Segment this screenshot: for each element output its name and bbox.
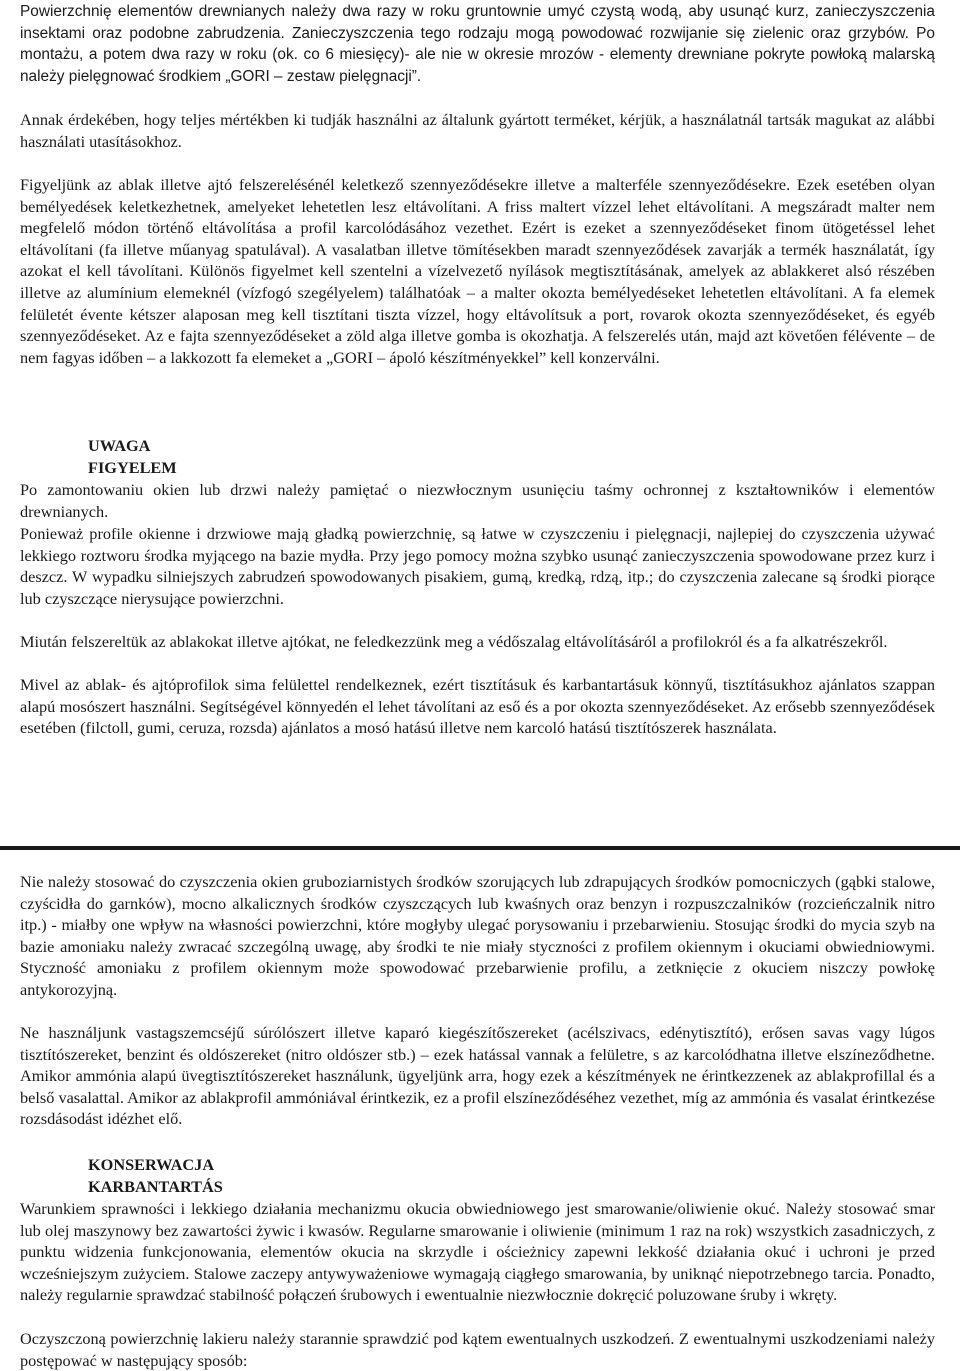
paragraph-text: Po zamontowaniu okien lub drzwi należy pamiętać o niezwłocznym usunięciu taśmy ochronnej z kształtowników i elementów drewnianych. <box>20 480 935 521</box>
conservation-paragraph-pl-2 <box>20 1328 935 1371</box>
paragraph-text: Mivel az ablak- és ajtóprofilok sima felülettel rendelkeznek, ezért tisztításuk és karbantartásuk könnyű, tisztításukhoz ajánlatos szappan alapú mosószert használni. Segítségével könnyedén el lehet távolítani az eső és a por okozta szennyeződéseket. Az erősebb szennyeződések esetében (filctoll, gumi, ceruza, rozsda) ajánlatos a mosó hatású illetve nem karcoló hatású tisztítószerek használata. <box>20 675 935 738</box>
intro-paragraph-pl <box>20 1 935 87</box>
paragraph-text: Nie należy stosować do czyszczenia okien gruboziarnistych środków szorujących lub zdrapujących środków pomocniczych (gąbki stalowe, czyścidła do garnków), mocno alkalicznych środków czyszczących lub kwaśnych oraz benzyn i rozpuszczalników (rozcieńczalnik nitro itp.) - miałby one wpływ na własności powierzchni, które mogłyby ulegać porysowaniu i przebarwieniu. Stosując środki do mycia szyb na bazie amoniaku należy zwracać szczególną uwagę, aby środki te nie miały styczności z profilem okiennym i okuciami obwiedniowymi. Styczność amoniaku z profilem okiennym może spowodować przebarwienie profilu, a zetknięcie z okuciem niszczy powłokę antykorozyjną. <box>20 872 935 999</box>
paragraph-text: Ponieważ profile okienne i drzwiowe mają gładką powierzchnię, są łatwe w czyszczeniu i pielęgnacji, najlepiej do czyszczenia używać lekkiego roztworu środka myjącego na bazie mydła. Przy jego pomocy można szybko usunąć zanieczyszczenia spowodowane przez kurz i deszcz. W wypadku silniejszych zabrudzeń spowodowanych pisakiem, gumą, kredką, rdzą, itp.; do czyszczenia zalecane są środki piorące lub czyszczące nierysujące powierzchni. <box>20 524 935 608</box>
conservation-heading-pl: KONSERWACJA <box>88 1155 215 1174</box>
warning-heading-hu: FIGYELEM <box>88 458 177 477</box>
paragraph-text: Powierzchnię elementów drewnianych należy dwa razy w roku gruntownie umyć czystą wodą, aby usunąć kurz, zanieczyszczenia insektami oraz podobne zabrudzenia. Zanieczyszczenia tego rodzaju mogą powodować rozwijanie się zielenic oraz grzybów. Po montażu, a potem dwa razy w roku (ok. co 6 miesięcy)- ale nie w okresie mrozów - elementy drewniane pokryte powłoką malarską należy pielęgnować środkiem „GORI – zestaw pielęgnacji”. <box>20 3 935 85</box>
paragraph-text: Warunkiem sprawności i lekkiego działania mechanizmu okucia obwiedniowego jest smarowanie/oliwienie okuć. Należy stosować smar lub olej maszynowy bez zawartości żywic i kwasów. Regularne smarowanie i oliwienie (minimum 1 raz na rok) wszystkich zasadniczych, z punktu widzenia funkcjonowania, elementów okucia na skrzydle i ościeżnicy zapewni lekkość działania okuć i uchroni je przed wcześniejszym zużyciem. Stalowe zaczepy antywyważeniowe wymagają ciągłego smarowania, by uniknąć niepotrzebnego tarcia. Ponadto, należy regularnie sprawdzać stabilność połączeń śrubowych i ewentualnie niezwłocznie dokręcić poluzowane śruby i wkręty. <box>20 1199 935 1305</box>
warning-heading-pl: UWAGA <box>88 436 151 455</box>
intro-paragraph-hu <box>20 109 935 152</box>
avoid-paragraph-pl <box>20 871 935 1001</box>
paragraph-text: Ne használjunk vastagszemcséjű súrólószert illetve kaparó kiegészítőszereket (acélszivacs, edénytisztító), erősen savas vagy lúgos tisztítószereket, benzint és oldószereket (nitro oldószer stb.) – ezek hatással vannak a felületre, s az karcolódhatna illetve elszíneződhetne. Amikor ammónia alapú üvegtisztítószereket használunk, ügyeljünk arra, hogy ezek a készítmények ne érintkezzenek az ablakprofillal és a belső vasalattal. Amikor az ablakprofil ammóniával érintkezik, ez a profil elszíneződéséhez vezethet, míg az ammónia és vasalat érintkezése rozsdásodást idézhet elő. <box>20 1023 935 1129</box>
paragraph-text: Annak érdekében, hogy teljes mértékben ki tudják használni az általunk gyártott terméket, kérjük, a használatnál tartsák magukat az alábbi használati utasításokhoz. <box>20 110 935 151</box>
paragraph-text: Figyeljünk az ablak illetve ajtó felszerelésénél keletkező szennyeződésekre illetve a malterféle szennyeződésekre. Ezek esetében olyan bemélyedések keletkezhetnek, amelyeket lehetetlen lesz eltávolítani. A friss maltert vízzel lehet eltávolítani. A megszáradt malter nem megfelelő módon történő eltávolítása a profil karcolódásához vezethet. Ezért is ezeket a szennyeződéseket finom ütögetéssel lehet eltávolítani (fa illetve műanyag spatulával). A vasalatban illetve tömítésekben maradt szennyeződések zavarják a termék használatát, így azokat el kell távolítani. Különös figyelmet kell szentelni a vízelvezető nyílások megtisztításának, amelyek az ablakkeret alsó részében illetve az alumínium elemeknél (vízfogó szegélyelem) találhatóak – a malter okozta bemélyedéseket lehetetlen eltávolítani. A fa elemek felületét évente kétszer alaposan meg kell tisztítani tiszta vízzel, hogy eltávolítsuk a port, rovarok okozta szennyeződéseket, és egyéb szennyeződéseket. Az e fajta szennyeződéseket a zöld alga illetve gomba is okozhatja. A felszerelés után, majd azt követően félévente – de nem fagyas időben – a lakkozott fa elemeket a „GORI – ápoló készítményekkel” kell konzerválni. <box>20 175 935 367</box>
warning-paragraph-pl-1 <box>20 479 935 522</box>
warning-paragraph-hu-1 <box>20 631 935 653</box>
warning-paragraph-hu-2 <box>20 674 935 739</box>
warning-paragraph-pl-2 <box>20 523 935 609</box>
conservation-paragraph-pl-1 <box>20 1198 935 1306</box>
conservation-heading-hu: KARBANTARTÁS <box>88 1177 223 1196</box>
horizontal-divider <box>0 846 960 850</box>
paragraph-text: Oczyszczoną powierzchnię lakieru należy starannie sprawdzić pod kątem ewentualnych uszkodzeń. Z ewentualnymi uszkodzeniami należy postępować w następujący sposób: <box>20 1329 935 1370</box>
avoid-paragraph-hu <box>20 1022 935 1130</box>
paragraph-text: Miután felszereltük az ablakokat illetve ajtókat, ne feledkezzünk meg a védőszalag eltávolításáról a profilokról és a fa alkatrészekről. <box>20 632 888 651</box>
care-paragraph-hu <box>20 174 935 368</box>
